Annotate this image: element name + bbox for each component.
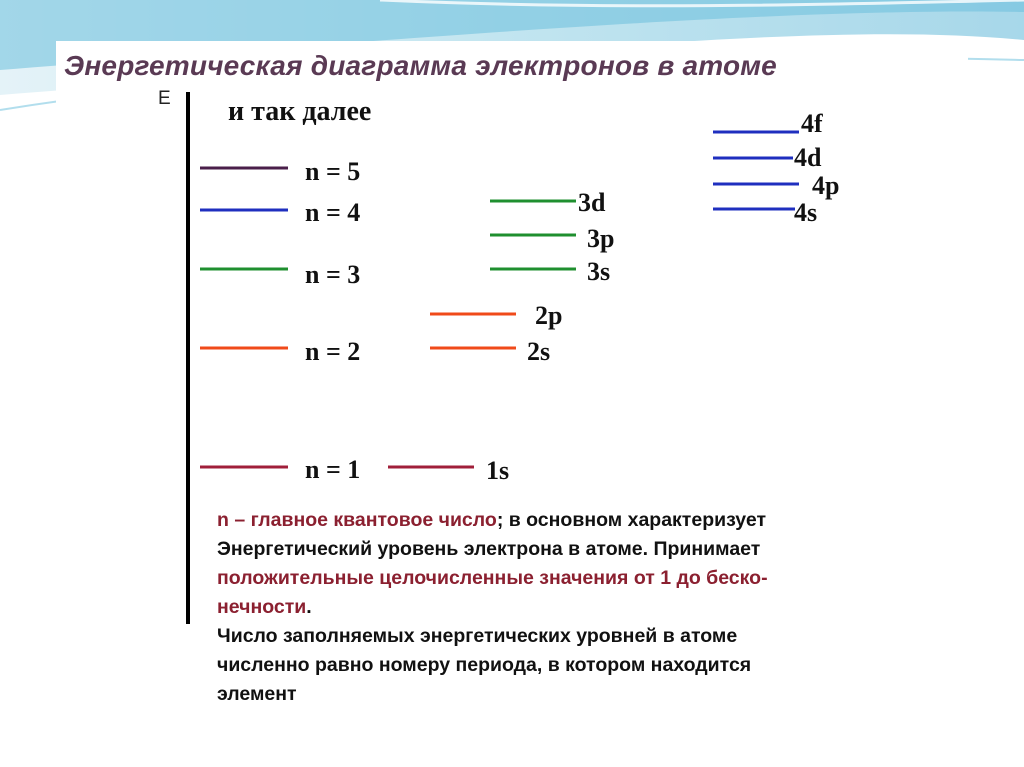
sublevel-4d-line (713, 155, 793, 161)
sublevel-3p-line (490, 232, 576, 238)
level-n3-line (200, 266, 288, 272)
level-n1-label: n = 1 (305, 455, 361, 484)
sublevel-1s-label: 1s (486, 456, 510, 485)
sublevel-3s-label: 3s (587, 257, 611, 286)
sublevel-4s-label: 4s (794, 198, 818, 227)
level-n5-line (200, 165, 288, 171)
explanation-line-4 (217, 593, 957, 622)
sublevel-3s-line (490, 266, 576, 272)
sublevel-3d-label: 3d (578, 188, 606, 217)
explanation-text (217, 506, 957, 709)
energy-axis-label: E (158, 88, 171, 109)
level-n4-label: n = 4 (305, 198, 361, 227)
and-so-on-label: и так далее (228, 96, 372, 127)
level-n2-label: n = 2 (305, 337, 361, 366)
explanation-line-1-rest: ; в основном характеризует (496, 509, 767, 531)
sublevel-4p-line (713, 181, 799, 187)
sublevel-2p-label: 2p (535, 301, 563, 330)
level-n1-line (200, 464, 288, 470)
explanation-line-4-rest: . (306, 596, 312, 618)
explanation-line-1 (217, 506, 957, 535)
level-n2-line (200, 345, 288, 351)
level-n4-line (200, 207, 288, 213)
explanation-line-7: элемент (217, 683, 297, 705)
sublevel-3p-label: 3p (587, 224, 615, 253)
sublevel-4f-line (713, 129, 799, 135)
sublevel-2s-line (430, 345, 516, 351)
sublevel-2s-label: 2s (527, 337, 551, 366)
sublevel-4d-label: 4d (794, 143, 822, 172)
diagram-title: Энергетическая диаграмма электронов в атоме (64, 50, 777, 81)
sublevel-3d-line (490, 198, 576, 204)
sublevel-4f-label: 4f (801, 109, 823, 138)
level-n5-label: n = 5 (305, 157, 361, 186)
explanation-line-5: Число заполняемых энергетических уровней в атоме (217, 625, 738, 647)
energy-axis (184, 92, 192, 624)
principal-quantum-number-definition: n – главное квантовое число (217, 509, 497, 531)
level-n3-label: n = 3 (305, 260, 361, 289)
explanation-line-4-highlight: нечности (217, 596, 307, 618)
sublevel-1s-line (388, 464, 474, 470)
sublevel-4p-label: 4p (812, 171, 840, 200)
sublevel-4s-line (713, 206, 795, 212)
explanation-line-2: Энергетический уровень электрона в атоме. Принимает (217, 538, 761, 560)
sublevel-2p-line (430, 311, 516, 317)
explanation-line-6: численно равно номеру периода, в котором находится (217, 654, 752, 676)
explanation-line-3: положительные целочисленные значения от 1 до беско- (217, 567, 768, 589)
